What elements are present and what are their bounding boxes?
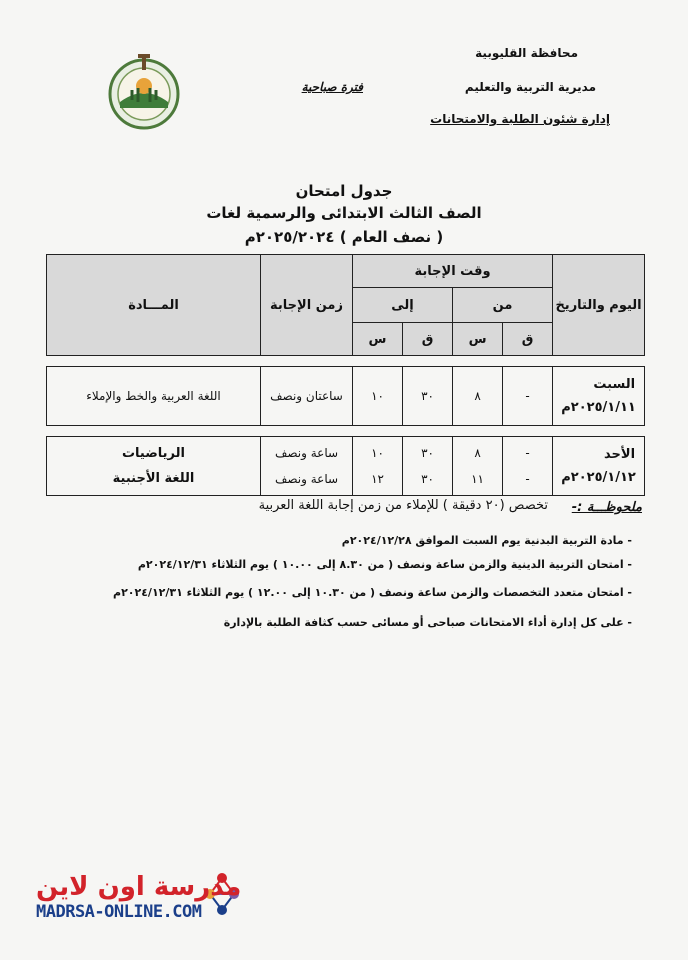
subject-value: الرياضيات [121, 446, 185, 461]
to-hour-value: ١٠ [371, 446, 384, 460]
day-date-cell [553, 367, 645, 426]
from-minute-cell: - [503, 367, 553, 426]
duration-cell [261, 437, 353, 496]
to-hour-cell: ١٠ [353, 367, 403, 426]
note-text: تخصص (٢٠ دقيقة ) للإملاء من زمن إجابة اللغة العربية [258, 498, 548, 513]
from-hour-value: ١١ [471, 472, 484, 486]
to-hour-value: ١٢ [371, 472, 384, 486]
header-from: من [453, 288, 553, 323]
from-hour-value: ٨ [474, 446, 481, 460]
subject-cell [47, 437, 261, 496]
title-line-3: ( نصف العام ) ٢٠٢٥/٢٠٢٤م [244, 228, 444, 246]
brand-url: MADRSA-ONLINE.COM [36, 902, 202, 922]
duration-cell: ساعتان ونصف [261, 367, 353, 426]
shift-label: فترة صباحية [301, 80, 363, 94]
to-minute-value: ٣٠ [421, 446, 434, 460]
table-gap [47, 356, 645, 367]
note-bullet: - امتحان متعدد التخصصات والزمن ساعة ونصف ( من ١٠.٣٠ إلى ١٢.٠٠ ) يوم الثلاثاء ٢٠٢٤/١٢/٣١م [113, 586, 632, 599]
to-hour-cell [353, 437, 403, 496]
exam-schedule-table [46, 254, 644, 496]
date-label: ٢٠٢٥/١/١٢م [561, 470, 636, 485]
from-minute-value: - [525, 446, 530, 460]
header-subject: المـــادة [47, 255, 261, 356]
header-to-minute: ق [403, 323, 453, 356]
note-bullet: - على كل إدارة أداء الامتحانات صباحى أو مسائى حسب كثافة الطلبة بالإدارة [223, 616, 632, 629]
day-date-cell [553, 437, 645, 496]
brand-name: مدرسة اون لاين [36, 872, 242, 902]
subject-value: اللغة الأجنبية [112, 471, 195, 486]
day-label: الأحد [604, 447, 636, 462]
to-minute-cell: ٣٠ [403, 367, 453, 426]
to-minute-cell [403, 437, 453, 496]
from-hour-cell [453, 437, 503, 496]
day-label: السبت [593, 377, 636, 392]
header-duration: زمن الإجابة [261, 255, 353, 356]
from-minute-cell [503, 437, 553, 496]
department-label: إدارة شئون الطلبة والامتحانات [430, 112, 610, 126]
table-gap [47, 426, 645, 437]
table-row [47, 437, 645, 496]
duration-value: ساعة ونصف [274, 472, 339, 486]
header-day-date: اليوم والتاريخ [553, 255, 645, 356]
header-from-hour: س [453, 323, 503, 356]
subject-cell: اللغة العربية والخط والإملاء [47, 367, 261, 426]
table-row [47, 367, 645, 426]
note-bullet: - مادة التربية البدنية يوم السبت الموافق ٢٠٢٤/١٢/٢٨م [341, 534, 632, 547]
header-to-hour: س [353, 323, 403, 356]
governorate-label: محافظة القليوبية [475, 46, 578, 60]
from-minute-value: - [525, 472, 530, 486]
from-hour-cell: ٨ [453, 367, 503, 426]
directorate-label: مديرية التربية والتعليم [464, 80, 596, 94]
duration-value: ساعة ونصف [274, 446, 339, 460]
header-to: إلى [353, 288, 453, 323]
ministry-logo [104, 50, 184, 130]
title-line-2: الصف الثالث الابتدائى والرسمية لغات [206, 204, 482, 222]
to-minute-value: ٣٠ [421, 472, 434, 486]
date-label: ٢٠٢٥/١/١١م [561, 400, 636, 415]
title-line-1: جدول امتحان [295, 182, 393, 200]
note-label: ملحوظـــة :- [571, 500, 642, 515]
header-answer-time: وقت الإجابة [353, 255, 553, 288]
header-from-minute: ق [503, 323, 553, 356]
note-bullet: - امتحان التربية الدينية والزمن ساعة ونصف ( من ٨.٣٠ إلى ١٠.٠٠ ) يوم الثلاثاء ٢٠٢٤/١٢/٣١م [137, 558, 632, 571]
